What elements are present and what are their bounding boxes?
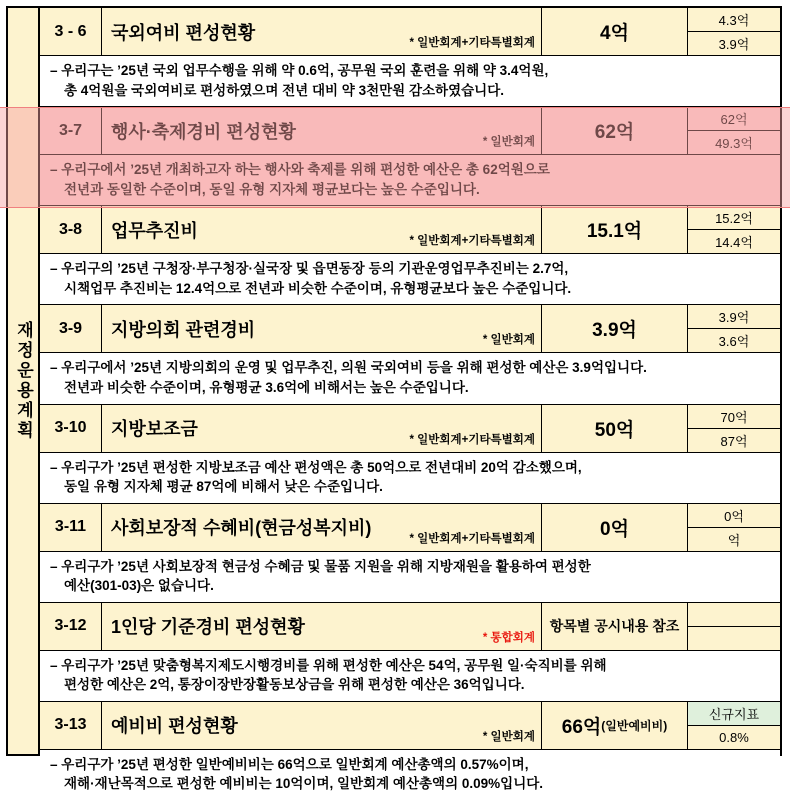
indicator-amount: 3.9억 <box>592 320 637 342</box>
indicator-number: 3-12 <box>40 603 102 650</box>
indicator-amount-cell <box>542 107 688 154</box>
indicator-title-cell <box>102 702 542 749</box>
indicator-number: 3-7 <box>40 107 102 154</box>
indicator-title: 예비비 편성현황 <box>111 716 238 737</box>
indicator-description <box>40 55 780 106</box>
comparison-previous-year: 62억 <box>688 107 780 131</box>
description-line: 동일 유형 지자체 평균 87억에 비해서 낮은 수준입니다. <box>64 479 383 495</box>
accounting-scope-note: * 통합회계 <box>482 631 535 644</box>
description-line: – 우리구가 ’25년 편성한 지방보조금 예산 편성액은 총 50억으로 전년대비 20억 감소했으며, <box>50 459 582 475</box>
comparison-peer-average: 0.8% <box>688 726 780 749</box>
comparison-previous-year: 0억 <box>688 504 780 528</box>
indicator-amount-sub: (일반예비비) <box>601 718 668 733</box>
indicator-title: 사회보장적 수혜비(현금성복지비) <box>111 518 372 539</box>
description-line: – 우리구가 ’25년 맞춤형복지제도시행경비를 위해 편성한 예산은 54억, 공무원 일·숙직비를 위해 <box>50 657 607 673</box>
indicator-comparison-cell <box>688 702 780 749</box>
comparison-peer-average: 3.6억 <box>688 329 780 352</box>
comparison-peer-average <box>688 627 780 650</box>
indicator-description <box>40 551 780 602</box>
indicator-main-row <box>40 504 780 551</box>
indicator-main-row <box>40 107 780 154</box>
accounting-scope-note: * 일반회계+기타특별회계 <box>409 37 535 49</box>
indicator-title-cell <box>102 206 542 253</box>
description-line: – 우리구는 ’25년 국외 업무수행을 위해 약 0.6억, 공무원 국외 훈련을 위해 약 3.4억원, <box>50 63 549 78</box>
description-line: 재해·재난목적으로 편성한 예비비는 10억이며, 일반회계 예산총액의 0.09%입니다. <box>64 776 544 792</box>
indicator-amount: 0억 <box>600 518 629 540</box>
accounting-scope-note: * 일반회계 <box>482 730 535 743</box>
indicator-amount: 4억 <box>600 23 629 44</box>
indicator-main-row <box>40 8 780 55</box>
indicator-row-group <box>40 107 780 206</box>
indicator-main-row <box>40 702 780 749</box>
description-line: 총 4억원을 국외여비로 편성하였으며 전년 대비 약 3천만원 감소하였습니다. <box>64 82 505 98</box>
accounting-scope-note: * 일반회계+기타특별회계 <box>409 235 535 248</box>
sidebar-section-label: 재정운용계획 <box>13 321 33 441</box>
indicator-row-group <box>40 8 780 107</box>
comparison-peer-average: 87억 <box>688 429 780 452</box>
indicator-comparison-cell <box>688 107 780 154</box>
comparison-peer-average: 49.3억 <box>688 131 780 154</box>
indicator-main-row <box>40 206 780 253</box>
indicator-row-group <box>40 405 780 504</box>
indicator-row-group <box>40 206 780 305</box>
indicator-amount: 항목별 공시내용 참조 <box>549 618 680 635</box>
description-line: – 우리구가 ’25년 사회보장적 현금성 수혜금 및 물품 지원을 위해 지방재원을 활용하여 편성한 <box>50 558 591 574</box>
indicator-main-row <box>40 305 780 352</box>
indicator-table <box>40 6 782 792</box>
comparison-previous-year <box>688 603 780 627</box>
indicator-amount: 50억 <box>594 419 635 441</box>
indicator-title: 지방의회 관련경비 <box>111 319 256 340</box>
indicator-main-row <box>40 405 780 452</box>
indicator-number: 3-13 <box>40 702 102 749</box>
accounting-scope-note: * 일반회계+기타특별회계 <box>409 532 535 545</box>
indicator-main-row <box>40 603 780 650</box>
comparison-peer-average: 억 <box>688 528 780 551</box>
indicator-title: 지방보조금 <box>111 419 198 439</box>
sidebar-section-tab <box>6 6 40 756</box>
indicator-description <box>40 352 780 403</box>
indicator-title: 국외여비 편성현황 <box>111 22 256 43</box>
accounting-scope-note: * 일반회계+기타특별회계 <box>409 433 535 446</box>
indicator-number: 3-11 <box>40 504 102 551</box>
indicator-description <box>40 650 780 701</box>
indicator-description <box>40 452 780 503</box>
indicator-title-cell <box>102 8 542 55</box>
indicator-amount-cell <box>542 504 688 551</box>
indicator-description <box>40 154 780 205</box>
indicator-title-cell <box>102 107 542 154</box>
description-line: – 우리구에서 ’25년 지방의회의 운영 및 업무추진, 의원 국외여비 등을 위해 편성한 예산은 3.9억입니다. <box>50 360 647 376</box>
comparison-previous-year: 신규지표 <box>688 702 780 726</box>
description-line: 시책업무 추진비는 12.4억으로 전년과 비슷한 수준이며, 유형평균보다 높은 수준입니다. <box>64 280 572 296</box>
description-line: 전년과 비슷한 수준이며, 유형평균 3.6억에 비해서는 높은 수준입니다. <box>64 379 469 395</box>
indicator-comparison-cell <box>688 305 780 352</box>
accounting-scope-note: * 일반회계 <box>482 136 535 149</box>
comparison-previous-year: 4.3억 <box>688 8 780 32</box>
indicator-amount: 62억 <box>594 122 635 144</box>
indicator-number: 3-9 <box>40 305 102 352</box>
indicator-description <box>40 749 780 800</box>
description-line: – 우리구에서 ’25년 개최하고자 하는 행사와 축제를 위해 편성한 예산은 총 62억원으로 <box>50 162 550 178</box>
indicator-comparison-cell <box>688 504 780 551</box>
indicator-amount-cell <box>542 8 688 55</box>
indicator-amount-cell <box>542 305 688 352</box>
indicator-title-cell <box>102 603 542 650</box>
description-line: – 우리구가 ’25년 편성한 일반예비비는 66억으로 일반회계 예산총액의 0.57%이며, <box>50 756 529 772</box>
indicator-title-cell <box>102 405 542 452</box>
indicator-amount-cell <box>542 603 688 650</box>
indicator-title: 행사·축제경비 편성현황 <box>111 121 296 142</box>
indicator-amount-cell <box>542 702 688 749</box>
indicator-title: 업무추진비 <box>111 220 198 241</box>
indicator-comparison-cell <box>688 8 780 55</box>
indicator-title-cell <box>102 504 542 551</box>
indicator-title-cell <box>102 305 542 352</box>
description-line: 예산(301-03)은 없습니다. <box>64 578 214 594</box>
comparison-peer-average: 14.4억 <box>688 230 780 253</box>
indicator-amount-cell <box>542 405 688 452</box>
indicator-row-group <box>40 504 780 603</box>
description-line: – 우리구의 ’25년 구청장·부구청장·실국장 및 읍면동장 등의 기관운영업무추진비는 2.7억, <box>50 261 569 277</box>
indicator-row-group <box>40 702 780 800</box>
indicator-title: 1인당 기준경비 편성현황 <box>111 617 305 638</box>
description-line: 전년과 동일한 수준이며, 동일 유형 지자체 평균보다는 높은 수준입니다. <box>64 181 480 197</box>
indicator-amount: 15.1억 <box>586 221 643 243</box>
comparison-previous-year: 70억 <box>688 405 780 429</box>
comparison-peer-average: 3.9억 <box>688 32 780 55</box>
indicator-description <box>40 253 780 304</box>
accounting-scope-note: * 일반회계 <box>482 334 535 347</box>
comparison-previous-year: 15.2억 <box>688 206 780 230</box>
description-line: 편성한 예산은 2억, 통장이장반장활동보상금을 위해 편성한 예산은 36억입니다. <box>64 677 525 693</box>
indicator-row-group <box>40 305 780 404</box>
indicator-comparison-cell <box>688 405 780 452</box>
indicator-amount-cell <box>542 206 688 253</box>
comparison-previous-year: 3.9억 <box>688 305 780 329</box>
indicator-comparison-cell <box>688 603 780 650</box>
indicator-number: 3 - 6 <box>40 8 102 55</box>
indicator-number: 3-8 <box>40 206 102 253</box>
indicator-comparison-cell <box>688 206 780 253</box>
indicator-amount: 66억 <box>561 716 602 738</box>
indicator-number: 3-10 <box>40 405 102 452</box>
indicator-row-group <box>40 603 780 702</box>
